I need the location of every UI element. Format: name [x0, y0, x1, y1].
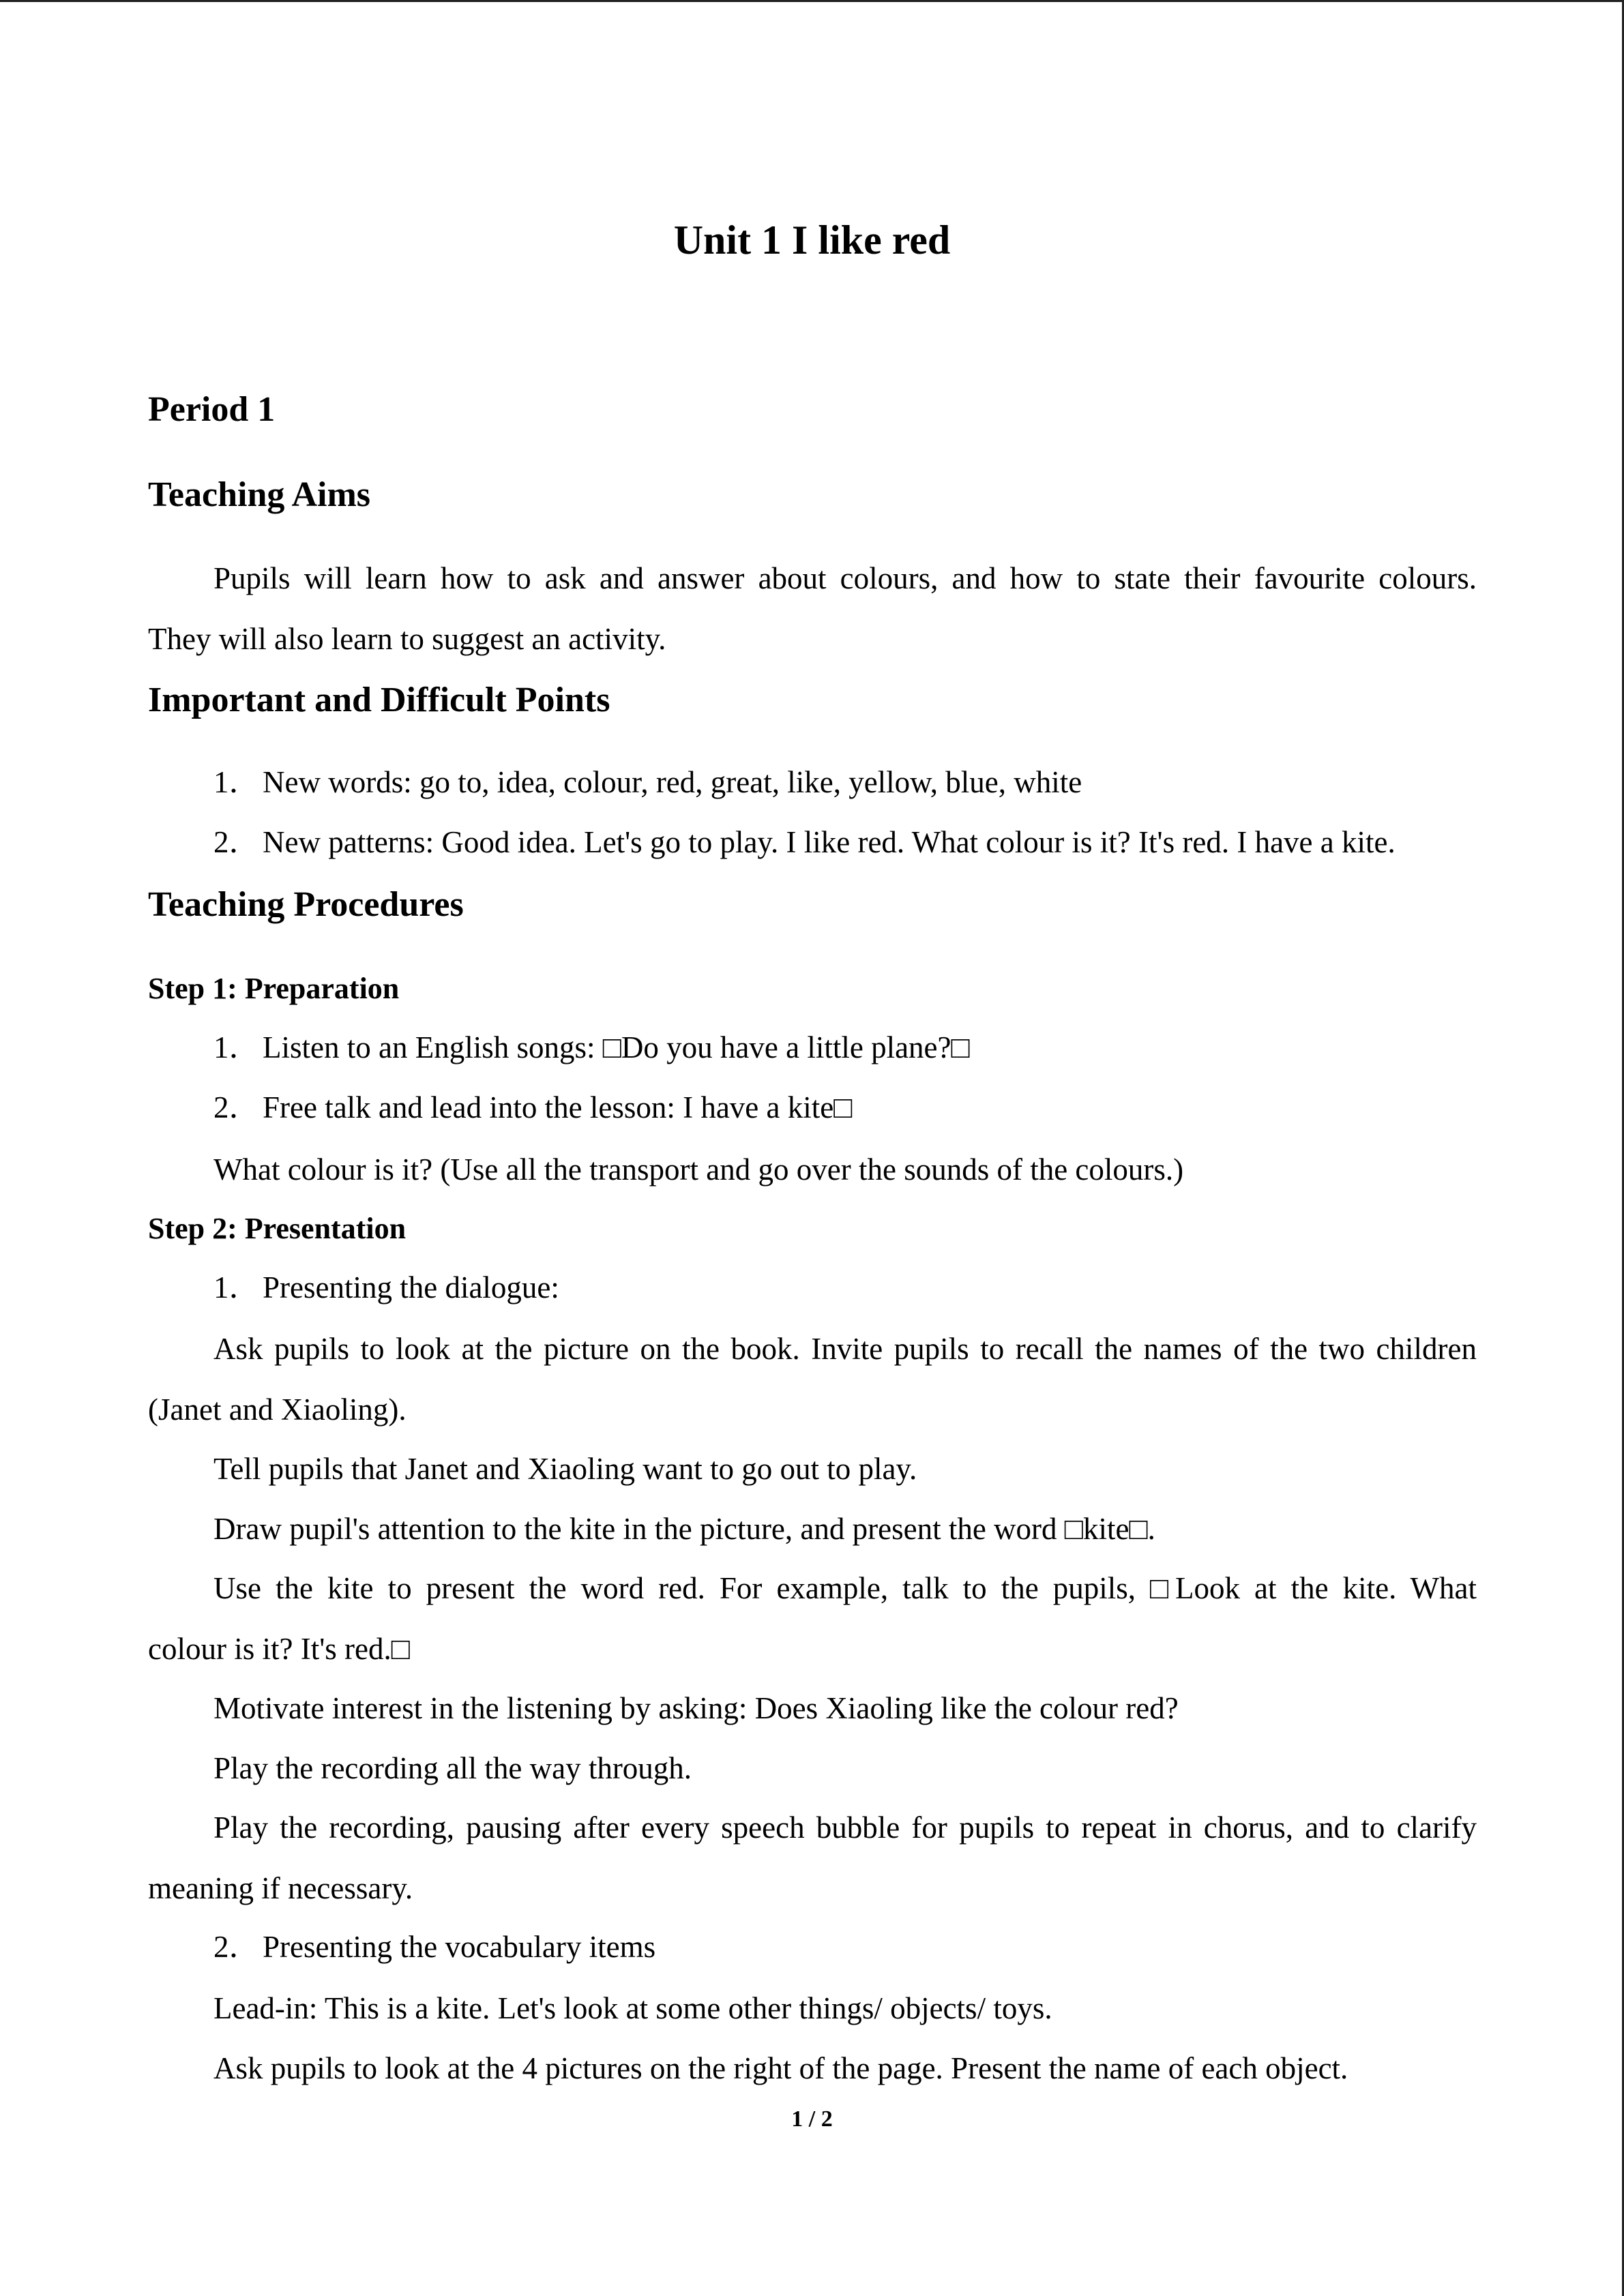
- list-item: [213, 1267, 559, 1308]
- list-text: New patterns: Good idea. Let's go to play. I like red. What colour is it? It's red. I have a kite.: [263, 825, 1396, 859]
- teaching-procedures-heading: Teaching Procedures: [148, 885, 464, 924]
- list-item: [213, 762, 1082, 803]
- paragraph-line: colour is it? It's red.□: [148, 1632, 410, 1666]
- important-points-heading: Important and Difficult Points: [148, 681, 610, 719]
- step-1-heading: Step 1: Preparation: [148, 972, 400, 1005]
- teaching-aims-heading: Teaching Aims: [148, 475, 371, 514]
- list-text: Free talk and lead into the lesson: I have a kite□: [263, 1090, 853, 1124]
- paragraph-line: (Janet and Xiaoling).: [148, 1392, 407, 1427]
- paragraph: Motivate interest in the listening by asking: Does Xiaoling like the colour red?: [213, 1691, 1179, 1725]
- aims-text-line-1: Pupils will learn how to ask and answer about colours, and how to state their favourite colours.: [213, 561, 1477, 595]
- step-2-heading: Step 2: Presentation: [148, 1212, 407, 1245]
- paragraph: Draw pupil's attention to the kite in the picture, and present the word □kite□.: [213, 1512, 1155, 1546]
- paragraph: Ask pupils to look at the 4 pictures on the right of the page. Present the name of each object.: [213, 2051, 1348, 2085]
- list-item: [213, 822, 1396, 863]
- paragraph-line: Ask pupils to look at the picture on the book. Invite pupils to recall the names of the two children: [213, 1332, 1477, 1366]
- list-number: 2．: [213, 1090, 260, 1124]
- period-heading: Period 1: [148, 390, 276, 429]
- paragraph-line: Use the kite to present the word red. For example, talk to the pupils, □Look at the kite. What: [213, 1571, 1477, 1605]
- paragraph: Play the recording all the way through.: [213, 1751, 692, 1785]
- list-item: [213, 1926, 655, 1967]
- paragraph: Lead-in: This is a kite. Let's look at some other things/ objects/ toys.: [213, 1991, 1052, 2025]
- paragraph-line: meaning if necessary.: [148, 1871, 413, 1905]
- list-text: New words: go to, idea, colour, red, great, like, yellow, blue, white: [263, 765, 1082, 799]
- aims-text-line-2: They will also learn to suggest an activity.: [148, 622, 666, 656]
- page-number: 1 / 2: [791, 2106, 833, 2132]
- step-1-note: What colour is it? (Use all the transport and go over the sounds of the colours.): [213, 1152, 1184, 1187]
- list-number: 1．: [213, 765, 260, 799]
- paragraph-line: Play the recording, pausing after every speech bubble for pupils to repeat in chorus, and to clarify: [213, 1810, 1477, 1845]
- list-number: 2．: [213, 825, 260, 859]
- list-number: 1．: [213, 1270, 260, 1304]
- list-number: 2．: [213, 1930, 260, 1964]
- paragraph: Tell pupils that Janet and Xiaoling want to go out to play.: [213, 1452, 917, 1486]
- document-title: Unit 1 I like red: [673, 218, 951, 263]
- list-text: Listen to an English songs: □Do you have a little plane?□: [263, 1030, 970, 1064]
- list-item: [213, 1027, 970, 1068]
- list-text: Presenting the vocabulary items: [263, 1930, 656, 1964]
- list-number: 1．: [213, 1030, 260, 1064]
- list-item: [213, 1087, 852, 1128]
- list-text: Presenting the dialogue:: [263, 1270, 559, 1304]
